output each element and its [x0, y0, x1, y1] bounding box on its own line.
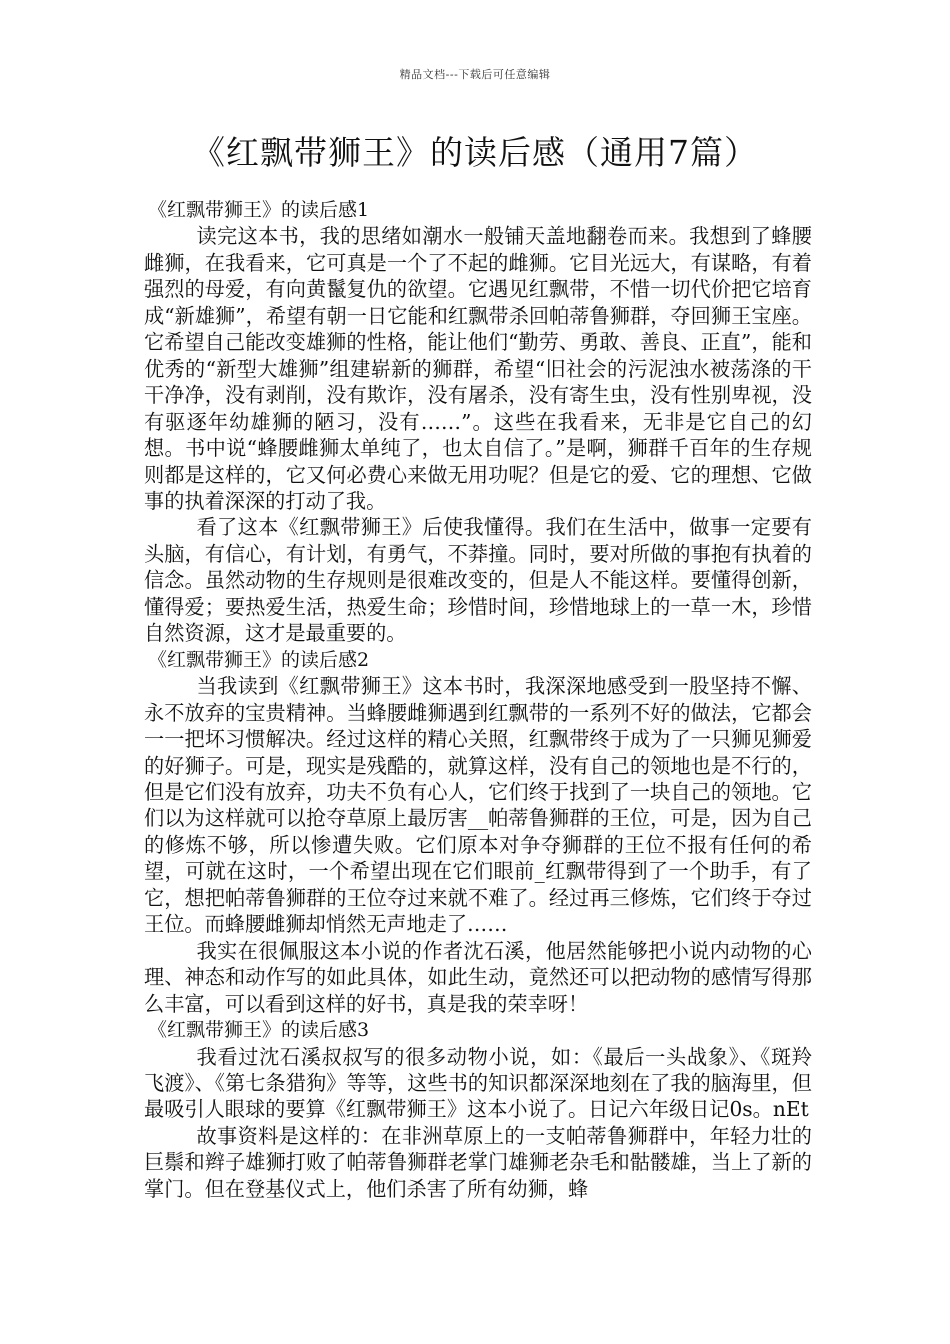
section-heading: 《红飘带狮王》的读后感3: [148, 1019, 370, 1042]
paragraph: 我看过沈石溪叔叔写的很多动物小说，如：《最后一头战象》、《斑羚飞渡》、《第七条猎狗》等等，这些书的知识都深深地刻在了我的脑海里，但最吸引人眼球的要算《红飘带狮王》这本小说了。日记六年级日记0s。nEt: [144, 1044, 812, 1122]
header-note: 精品文档---下载后可任意编辑: [399, 68, 551, 81]
paragraph: 故事资料是这样的：在非洲草原上的一支帕蒂鲁狮群中，年轻力壮的巨鬃和辫子雄狮打败了帕蒂鲁狮群老掌门雄狮老杂毛和骷髅雄，当上了新的掌门。但在登基仪式上，他们杀害了所有幼狮，蜂: [144, 1123, 812, 1201]
section-2: [144, 647, 812, 1017]
document-body: [144, 197, 812, 1202]
section-heading: 《红飘带狮王》的读后感2: [148, 648, 370, 671]
paragraph: 读完这本书，我的思绪如潮水一般铺天盖地翻卷而来。我想到了蜂腰雌狮，在我看来，它可真是一个了不起的雌狮。它目光远大，有谋略，有着强烈的母爱，有向黄鬣复仇的欲望。它遇见红飘带，不惜一切代价把它培育成“新雄狮”，希望有朝一日它能和红飘带杀回帕蒂鲁狮群，夺回狮王宝座。它希望自己能改变雄狮的性格，能让他们“勤劳、勇敢、善良、正直”，能和优秀的“新型大雄狮”组建崭新的狮群，希望“旧社会的污泥浊水被荡涤的干干净净，没有剥削，没有欺诈，没有屠杀，没有寄生虫，没有性别卑视，没有驱逐年幼雄狮的陋习，没有……”。这些在我看来，无非是它自己的幻想。书中说“蜂腰雌狮太单纯了，也太自信了。”是啊，狮群千百年的生存规则都是这样的，它又何必费心来做无用功呢？但是它的爱、它的理想、它做事的执着深深的打动了我。: [144, 224, 812, 513]
paragraph: 当我读到《红飘带狮王》这本书时，我深深地感受到一股坚持不懈、永不放弃的宝贵精神。当蜂腰雌狮遇到红飘带的一系列不好的做法，它都会一一把坏习惯解决。经过这样的精心关照，红飘带终于成为了一只狮见狮爱的好狮子。可是，现实是残酷的，就算这样，没有自己的领地也是不行的，但是它们没有放弃，功夫不负有心人，它们终于找到了一块自己的领地。它们以为这样就可以抢夺草原上最厉害__帕蒂鲁狮群的王位，可是，因为自己的修炼不够，所以惨遭失败。它们原本对争夺狮群的王位不报有任何的希望，可就在这时，一个希望出现在它们眼前_红飘带得到了一个助手，有了它，想把帕蒂鲁狮群的王位夺过来就不难了。经过再三修炼，它们终于夺过王位。而蜂腰雌狮却悄然无声地走了……: [144, 674, 812, 937]
paragraph: 看了这本《红飘带狮王》后使我懂得。我们在生活中，做事一定要有头脑，有信心，有计划，有勇气，不莽撞。同时，要对所做的事抱有执着的信念。虽然动物的生存规则是很难改变的，但是人不能这样。要懂得创新，懂得爱；要热爱生活，热爱生命；珍惜时间，珍惜地球上的一草一木，珍惜自然资源，这才是最重要的。: [144, 515, 812, 646]
section-3: [144, 1017, 812, 1202]
paragraph: 我实在很佩服这本小说的作者沈石溪，他居然能够把小说内动物的心理、神态和动作写的如此具体，如此生动，竟然还可以把动物的感情写得那么丰富，可以看到这样的好书，真是我的荣幸呀！: [144, 938, 812, 1016]
document-title: 《红飘带狮王》的读后感（通用7篇）: [192, 133, 758, 172]
section-1: [144, 197, 812, 647]
section-heading: 《红飘带狮王》的读后感1: [148, 199, 370, 221]
